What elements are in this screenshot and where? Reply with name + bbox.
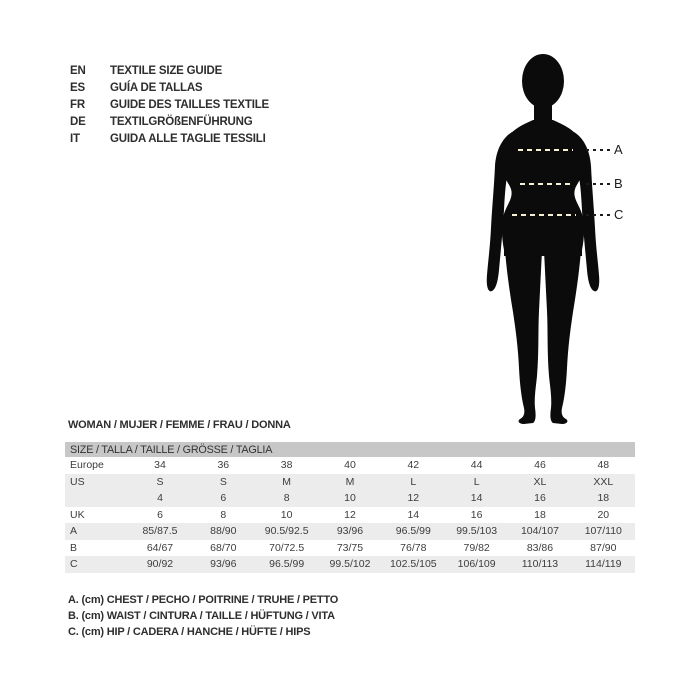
row-label [65,490,128,507]
size-cell: 64/67 [146,541,174,554]
size-cell: 36 [217,459,230,472]
language-row-es [70,79,269,96]
language-row-en [70,62,269,79]
measurement-figure [440,48,700,428]
language-row-fr [70,96,269,113]
size-cell: 34 [154,459,166,472]
table-row-us-numeric [65,490,635,507]
size-cell: 99.5/103 [445,523,508,540]
language-code: IT [70,132,80,145]
size-cell: 114/119 [572,556,635,573]
table-row-uk [65,507,635,524]
size-cell: 106/109 [445,556,508,573]
size-cell: 90.5/92.5 [255,523,318,540]
size-cell: M [255,474,318,491]
size-cell: 110/113 [508,556,571,573]
language-code: DE [70,115,86,128]
table-header-row [65,442,635,457]
size-cell: 10 [318,490,381,507]
language-label: TEXTILE SIZE GUIDE [110,64,223,77]
legend-line-hip: C. (cm) HIP / CADERA / HANCHE / HÜFTE / HIPS [68,626,311,638]
size-cell: 99.5/102 [318,556,381,573]
size-cell: 44 [470,459,483,472]
marker-label-a: A [614,142,623,157]
marker-label-b: B [614,176,623,191]
size-cell: 90/92 [128,556,191,573]
size-cell: 87/90 [590,541,617,554]
language-code: FR [70,98,85,111]
measurement-legend [68,594,338,642]
language-label: GUÍA DE TALLAS [110,81,203,94]
size-cell: 79/82 [463,541,490,554]
size-cell: 4 [128,490,191,507]
size-cell: S [192,474,255,491]
size-cell: 96.5/99 [255,556,318,573]
size-cell: 104/107 [508,523,571,540]
row-label: UK [70,508,85,521]
row-label: A [65,523,128,540]
size-cell: S [128,474,191,491]
size-cell: 10 [280,508,293,521]
size-cell: 6 [192,490,255,507]
legend-line-chest: A. (cm) CHEST / PECHO / POITRINE / TRUHE / PETTO [68,594,339,606]
size-cell: 46 [534,459,546,472]
size-cell: XXL [572,474,635,491]
size-cell: 96.5/99 [382,523,445,540]
row-label: B [70,541,78,554]
size-cell: XL [508,474,571,491]
language-label: TEXTILGRÖßENFÜHRUNG [110,115,253,128]
size-cell: 70/72.5 [269,541,305,554]
woman-silhouette-icon [440,48,700,428]
size-cell: 12 [382,490,445,507]
size-cell: 8 [220,508,227,521]
size-cell: 16 [470,508,483,521]
size-cell: 14 [445,490,508,507]
size-cell: 107/110 [572,523,635,540]
table-row-us-letter [65,474,635,491]
size-cell: 6 [157,508,163,521]
size-cell: L [382,474,445,491]
size-cell: 48 [597,459,610,472]
size-cell: 8 [255,490,318,507]
table-row-hip-c [65,556,635,573]
size-cell: 83/86 [526,541,554,554]
size-cell: 42 [407,459,420,472]
size-cell: 38 [280,459,293,472]
row-label: Europe [70,459,104,472]
size-cell: 76/78 [400,541,427,554]
size-cell: 18 [572,490,635,507]
section-title: WOMAN / MUJER / FEMME / FRAU / DONNA [68,419,291,431]
table-header: SIZE / TALLA / TAILLE / GRÖSSE / TAGLIA [65,442,635,457]
size-table [65,442,635,573]
table-row-chest-a [65,523,635,540]
size-cell: 102.5/105 [382,556,445,573]
size-cell: 12 [344,508,356,521]
size-cell: 68/70 [210,541,237,554]
table-row-europe [65,457,635,474]
size-cell: 16 [508,490,571,507]
language-code: EN [70,64,86,77]
size-cell: L [445,474,508,491]
marker-label-c: C [614,207,624,222]
size-cell: 85/87.5 [128,523,191,540]
size-cell: 73/75 [336,541,364,554]
row-label: C [65,556,128,573]
language-row-it [70,130,269,147]
language-row-de [70,113,269,130]
size-cell: 93/96 [192,556,255,573]
size-cell: M [318,474,381,491]
row-label: US [65,474,128,491]
size-cell: 88/90 [192,523,255,540]
language-label: GUIDE DES TAILLES TEXTILE [110,98,269,111]
size-cell: 93/96 [318,523,381,540]
size-cell: 20 [597,508,610,521]
legend-line-waist: B. (cm) WAIST / CINTURA / TAILLE / HÜFTUNG / VITA [68,610,335,622]
size-cell: 40 [344,459,356,472]
size-cell: 18 [534,508,546,521]
language-label: GUIDA ALLE TAGLIE TESSILI [110,132,266,145]
language-code: ES [70,81,85,94]
language-guide-list [70,62,269,147]
size-cell: 14 [407,508,420,521]
table-row-waist-b [65,540,635,557]
